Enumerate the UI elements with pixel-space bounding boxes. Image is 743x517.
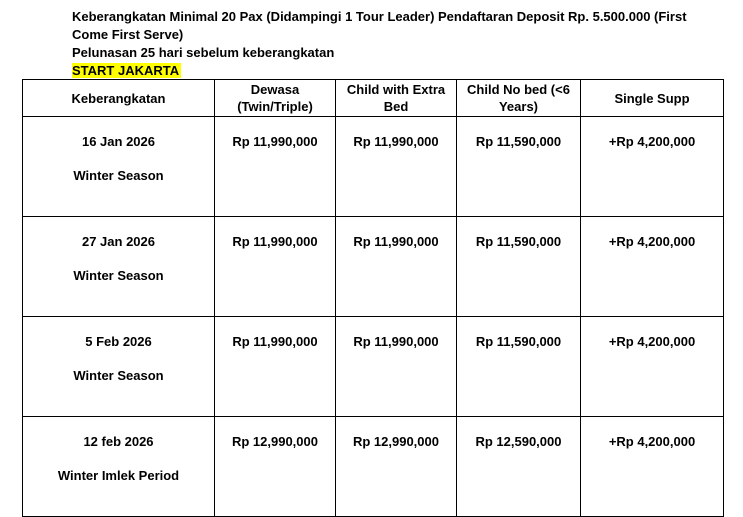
adult-price: Rp 11,990,000 (215, 317, 336, 417)
price-table (22, 79, 724, 517)
payment-deadline-text: Pelunasan 25 hari sebelum keberangkatan (72, 45, 335, 60)
single-supp-price: +Rp 4,200,000 (581, 417, 724, 517)
departure-cell (23, 417, 215, 517)
single-supp-price: +Rp 4,200,000 (581, 117, 724, 217)
season-label: Winter Season (73, 168, 164, 183)
season-label: Winter Season (73, 268, 164, 283)
column-header-single-supp: Single Supp (581, 80, 724, 117)
adult-price: Rp 11,990,000 (215, 117, 336, 217)
child-no-bed-price: Rp 12,590,000 (457, 417, 581, 517)
table-header-row (23, 80, 724, 117)
table-row (23, 117, 724, 217)
child-no-bed-price: Rp 11,590,000 (457, 117, 581, 217)
table-row (23, 217, 724, 317)
departure-cell (23, 217, 215, 317)
child-extra-bed-price: Rp 12,990,000 (336, 417, 457, 517)
adult-price: Rp 11,990,000 (215, 217, 336, 317)
departure-date: 27 Jan 2026 (81, 234, 155, 249)
column-header-departure: Keberangkatan (23, 80, 215, 117)
column-header-child-extra-bed: Child with Extra Bed (336, 80, 457, 117)
single-supp-price: +Rp 4,200,000 (581, 217, 724, 317)
table-row (23, 317, 724, 417)
table-row (23, 417, 724, 517)
start-city-line (72, 62, 692, 80)
single-supp-price: +Rp 4,200,000 (581, 317, 724, 417)
start-city-label: START JAKARTA (72, 63, 180, 78)
column-header-child-no-bed: Child No bed (<6 Years) (457, 80, 581, 117)
departure-date: 5 Feb 2026 (85, 334, 152, 349)
registration-info-text: Keberangkatan Minimal 20 Pax (Didampingi 1 Tour Leader) Pendaftaran Deposit Rp. 5.500.000 (First Come First Serve) (72, 9, 687, 42)
departure-cell (23, 317, 215, 417)
child-extra-bed-price: Rp 11,990,000 (336, 317, 457, 417)
column-header-adult: Dewasa (Twin/Triple) (215, 80, 336, 117)
document-header (72, 8, 692, 80)
child-no-bed-price: Rp 11,590,000 (457, 317, 581, 417)
departure-date: 16 Jan 2026 (81, 134, 155, 149)
adult-price: Rp 12,990,000 (215, 417, 336, 517)
child-no-bed-price: Rp 11,590,000 (457, 217, 581, 317)
departure-cell (23, 117, 215, 217)
child-extra-bed-price: Rp 11,990,000 (336, 117, 457, 217)
season-label: Winter Imlek Period (57, 468, 180, 483)
child-extra-bed-price: Rp 11,990,000 (336, 217, 457, 317)
season-label: Winter Season (73, 368, 164, 383)
departure-date: 12 feb 2026 (83, 434, 154, 449)
